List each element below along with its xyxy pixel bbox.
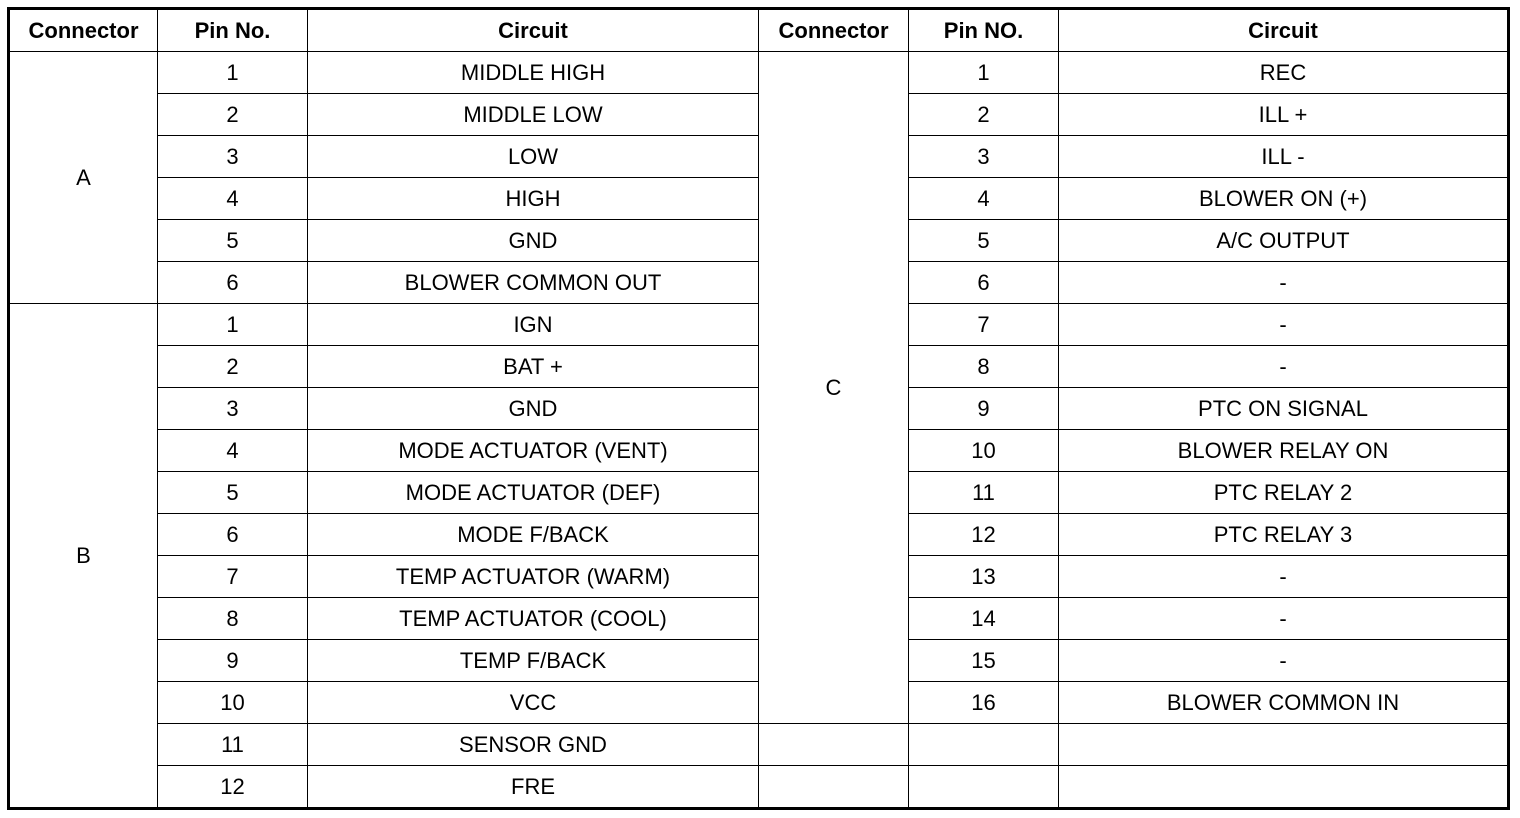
right-pin-cell: 1 — [909, 52, 1059, 94]
left-pin-cell: 1 — [158, 304, 308, 346]
right-circuit-cell: REC — [1059, 52, 1509, 94]
empty-cell — [759, 724, 909, 766]
right-pin-cell: 15 — [909, 640, 1059, 682]
right-circuit-cell: PTC RELAY 3 — [1059, 514, 1509, 556]
right-pin-cell: 6 — [909, 262, 1059, 304]
left-pin-cell: 6 — [158, 262, 308, 304]
header-left-pin: Pin No. — [158, 9, 308, 52]
left-circuit-cell: LOW — [308, 136, 759, 178]
right-circuit-cell: BLOWER COMMON IN — [1059, 682, 1509, 724]
left-pin-cell: 3 — [158, 388, 308, 430]
right-circuit-cell: BLOWER RELAY ON — [1059, 430, 1509, 472]
left-circuit-cell: HIGH — [308, 178, 759, 220]
left-pin-cell: 10 — [158, 682, 308, 724]
empty-cell — [1059, 724, 1509, 766]
table-row — [9, 766, 1509, 809]
left-pin-cell: 4 — [158, 430, 308, 472]
right-pin-cell: 2 — [909, 94, 1059, 136]
left-circuit-cell: IGN — [308, 304, 759, 346]
left-circuit-cell: MODE F/BACK — [308, 514, 759, 556]
right-circuit-cell: - — [1059, 262, 1509, 304]
empty-cell — [909, 724, 1059, 766]
connector-c-cell: C — [759, 52, 909, 724]
right-pin-cell: 13 — [909, 556, 1059, 598]
empty-cell — [759, 766, 909, 809]
left-pin-cell: 2 — [158, 94, 308, 136]
header-right-pin: Pin NO. — [909, 9, 1059, 52]
left-pin-cell: 2 — [158, 346, 308, 388]
left-pin-cell: 11 — [158, 724, 308, 766]
left-circuit-cell: VCC — [308, 682, 759, 724]
right-circuit-cell: ILL - — [1059, 136, 1509, 178]
right-pin-cell: 3 — [909, 136, 1059, 178]
right-circuit-cell: A/C OUTPUT — [1059, 220, 1509, 262]
table-row — [9, 724, 1509, 766]
left-pin-cell: 6 — [158, 514, 308, 556]
left-pin-cell: 8 — [158, 598, 308, 640]
empty-cell — [909, 766, 1059, 809]
right-circuit-cell: BLOWER ON (+) — [1059, 178, 1509, 220]
left-circuit-cell: GND — [308, 220, 759, 262]
left-circuit-cell: MODE ACTUATOR (VENT) — [308, 430, 759, 472]
right-circuit-cell: ILL + — [1059, 94, 1509, 136]
left-circuit-cell: SENSOR GND — [308, 724, 759, 766]
right-pin-cell: 7 — [909, 304, 1059, 346]
right-circuit-cell: PTC ON SIGNAL — [1059, 388, 1509, 430]
header-left-connector: Connector — [9, 9, 158, 52]
left-pin-cell: 3 — [158, 136, 308, 178]
pinout-body — [9, 52, 1509, 809]
right-pin-cell: 4 — [909, 178, 1059, 220]
connector-b-cell: B — [9, 304, 158, 809]
header-left-circuit: Circuit — [308, 9, 759, 52]
left-circuit-cell: TEMP ACTUATOR (WARM) — [308, 556, 759, 598]
connector-a-cell: A — [9, 52, 158, 304]
header-right-circuit: Circuit — [1059, 9, 1509, 52]
header-row — [9, 9, 1509, 52]
left-circuit-cell: BLOWER COMMON OUT — [308, 262, 759, 304]
right-circuit-cell: - — [1059, 598, 1509, 640]
left-pin-cell: 5 — [158, 220, 308, 262]
left-pin-cell: 4 — [158, 178, 308, 220]
right-circuit-cell: - — [1059, 346, 1509, 388]
header-right-connector: Connector — [759, 9, 909, 52]
right-circuit-cell: - — [1059, 556, 1509, 598]
right-pin-cell: 9 — [909, 388, 1059, 430]
left-circuit-cell: MODE ACTUATOR (DEF) — [308, 472, 759, 514]
left-pin-cell: 12 — [158, 766, 308, 809]
empty-cell — [1059, 766, 1509, 809]
right-circuit-cell: - — [1059, 304, 1509, 346]
right-pin-cell: 5 — [909, 220, 1059, 262]
left-circuit-cell: FRE — [308, 766, 759, 809]
right-circuit-cell: - — [1059, 640, 1509, 682]
left-pin-cell: 5 — [158, 472, 308, 514]
table-row — [9, 52, 1509, 94]
right-pin-cell: 14 — [909, 598, 1059, 640]
right-pin-cell: 8 — [909, 346, 1059, 388]
right-pin-cell: 11 — [909, 472, 1059, 514]
left-pin-cell: 9 — [158, 640, 308, 682]
left-circuit-cell: TEMP F/BACK — [308, 640, 759, 682]
left-pin-cell: 1 — [158, 52, 308, 94]
right-circuit-cell: PTC RELAY 2 — [1059, 472, 1509, 514]
left-circuit-cell: MIDDLE HIGH — [308, 52, 759, 94]
left-circuit-cell: BAT + — [308, 346, 759, 388]
left-circuit-cell: TEMP ACTUATOR (COOL) — [308, 598, 759, 640]
left-circuit-cell: GND — [308, 388, 759, 430]
pinout-table — [7, 7, 1510, 810]
right-pin-cell: 10 — [909, 430, 1059, 472]
right-pin-cell: 12 — [909, 514, 1059, 556]
left-circuit-cell: MIDDLE LOW — [308, 94, 759, 136]
left-pin-cell: 7 — [158, 556, 308, 598]
right-pin-cell: 16 — [909, 682, 1059, 724]
